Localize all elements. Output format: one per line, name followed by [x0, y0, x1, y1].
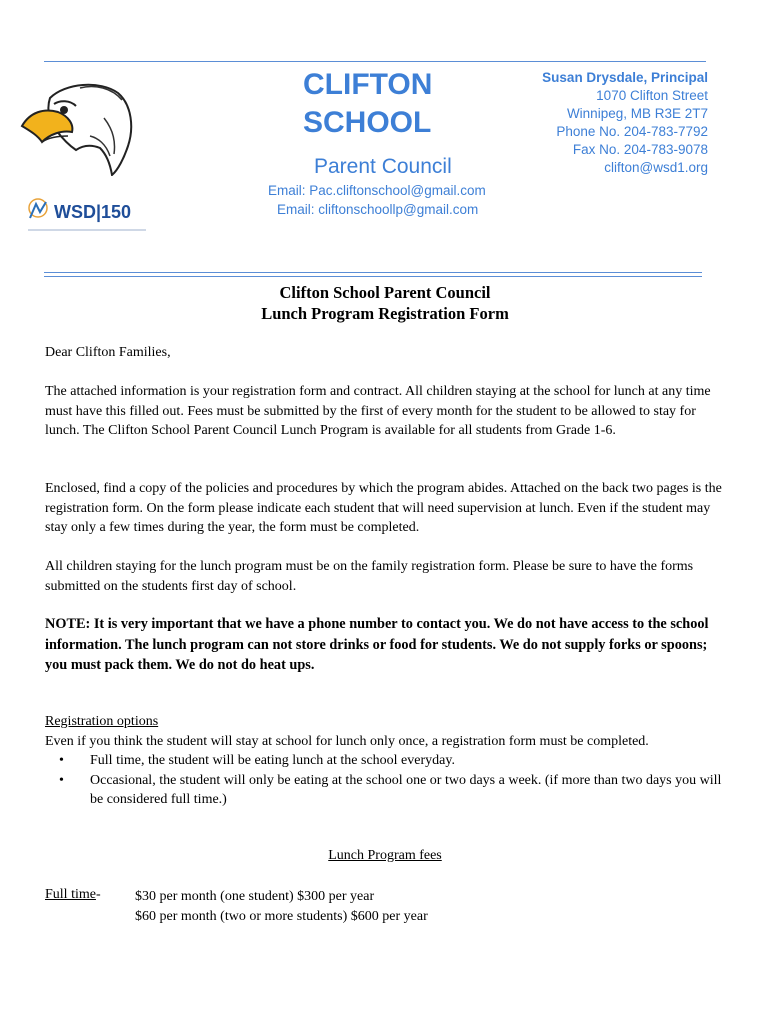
fee-line-2: $60 per month (two or more students) $600 per year: [135, 908, 428, 924]
note-paragraph: NOTE: It is very important that we have a phone number to contact you. We do not have access to the school information. The lunch program can not store drinks or food for students. We do not supply forks or spoons; you must pack them. We do not do heat ups.: [45, 616, 709, 673]
option-occasional: • Occasional, the student will only be eating at the school one or two days a week. (if more than two days you will be considered full time.): [45, 771, 729, 810]
paragraph-2: Enclosed, find a copy of the policies and procedures by which the program abides. Attached on the back two pages is the registration form. On the form please indicate each student that will need supervision at lunch. Even if the student may stay only a few times during the year, the form must be completed.: [45, 481, 722, 535]
option-full-time: • Full time, the student will be eating lunch at the school everyday.: [45, 751, 729, 771]
phone-number: Phone No. 204-783-7792: [556, 124, 708, 139]
paragraph-1: The attached information is your registration form and contract. All children staying at the school for lunch at any time must have this filled out. Fees must be submitted by the first of every month for the student to be allowed to stay for lunch. The Clifton School Parent Council Lunch Program is available for all students from Grade 1-6.: [45, 384, 711, 438]
school-name: CLIFTON SCHOOL: [303, 68, 433, 139]
eagle-logo-icon: [20, 78, 135, 176]
title-line-1: Clifton School Parent Council: [279, 283, 491, 302]
paragraph-3: All children staying for the lunch program must be on the family registration form. Please be sure to have the forms submitted on the students first day of school.: [45, 559, 694, 594]
address-line-2: Winnipeg, MB R3E 2T7: [566, 106, 708, 121]
email-1: Email: Pac.cliftonschool@gmail.com: [268, 183, 486, 198]
wsd-logo-text: WSD|150: [54, 202, 132, 222]
greeting: Dear Clifton Families,: [45, 345, 171, 360]
principal-name: Susan Drysdale, Principal: [542, 70, 708, 85]
parent-council-label: Parent Council: [314, 155, 452, 178]
full-time-label: [45, 887, 101, 903]
contact-email: clifton@wsd1.org: [604, 160, 708, 175]
full-time-dash: -: [95, 887, 101, 902]
registration-intro: Even if you think the student will stay at school for lunch only once, a registration form must be completed.: [45, 733, 649, 749]
registration-heading: Registration options: [45, 714, 159, 729]
fee-lines: [135, 887, 428, 926]
registration-options-list: [45, 751, 729, 810]
header-rule-top: [44, 61, 706, 62]
document-title: [0, 282, 770, 324]
title-line-2: Lunch Program Registration Form: [261, 304, 509, 323]
header-rule-bottom-2: [44, 276, 702, 277]
address-line-1: 1070 Clifton Street: [596, 88, 708, 103]
contact-block: [542, 69, 708, 177]
registration-section: [45, 712, 729, 810]
fees-heading: Lunch Program fees: [328, 848, 442, 863]
header-rule-bottom-1: [44, 272, 702, 273]
fax-number: Fax No. 204-783-9078: [572, 142, 708, 157]
wsd-150-logo-icon: [26, 196, 150, 238]
email-2: Email: cliftonschoollp@gmail.com: [277, 202, 479, 217]
fee-line-1: $30 per month (one student) $300 per year: [135, 889, 375, 904]
full-time-text: Full time: [45, 887, 96, 902]
